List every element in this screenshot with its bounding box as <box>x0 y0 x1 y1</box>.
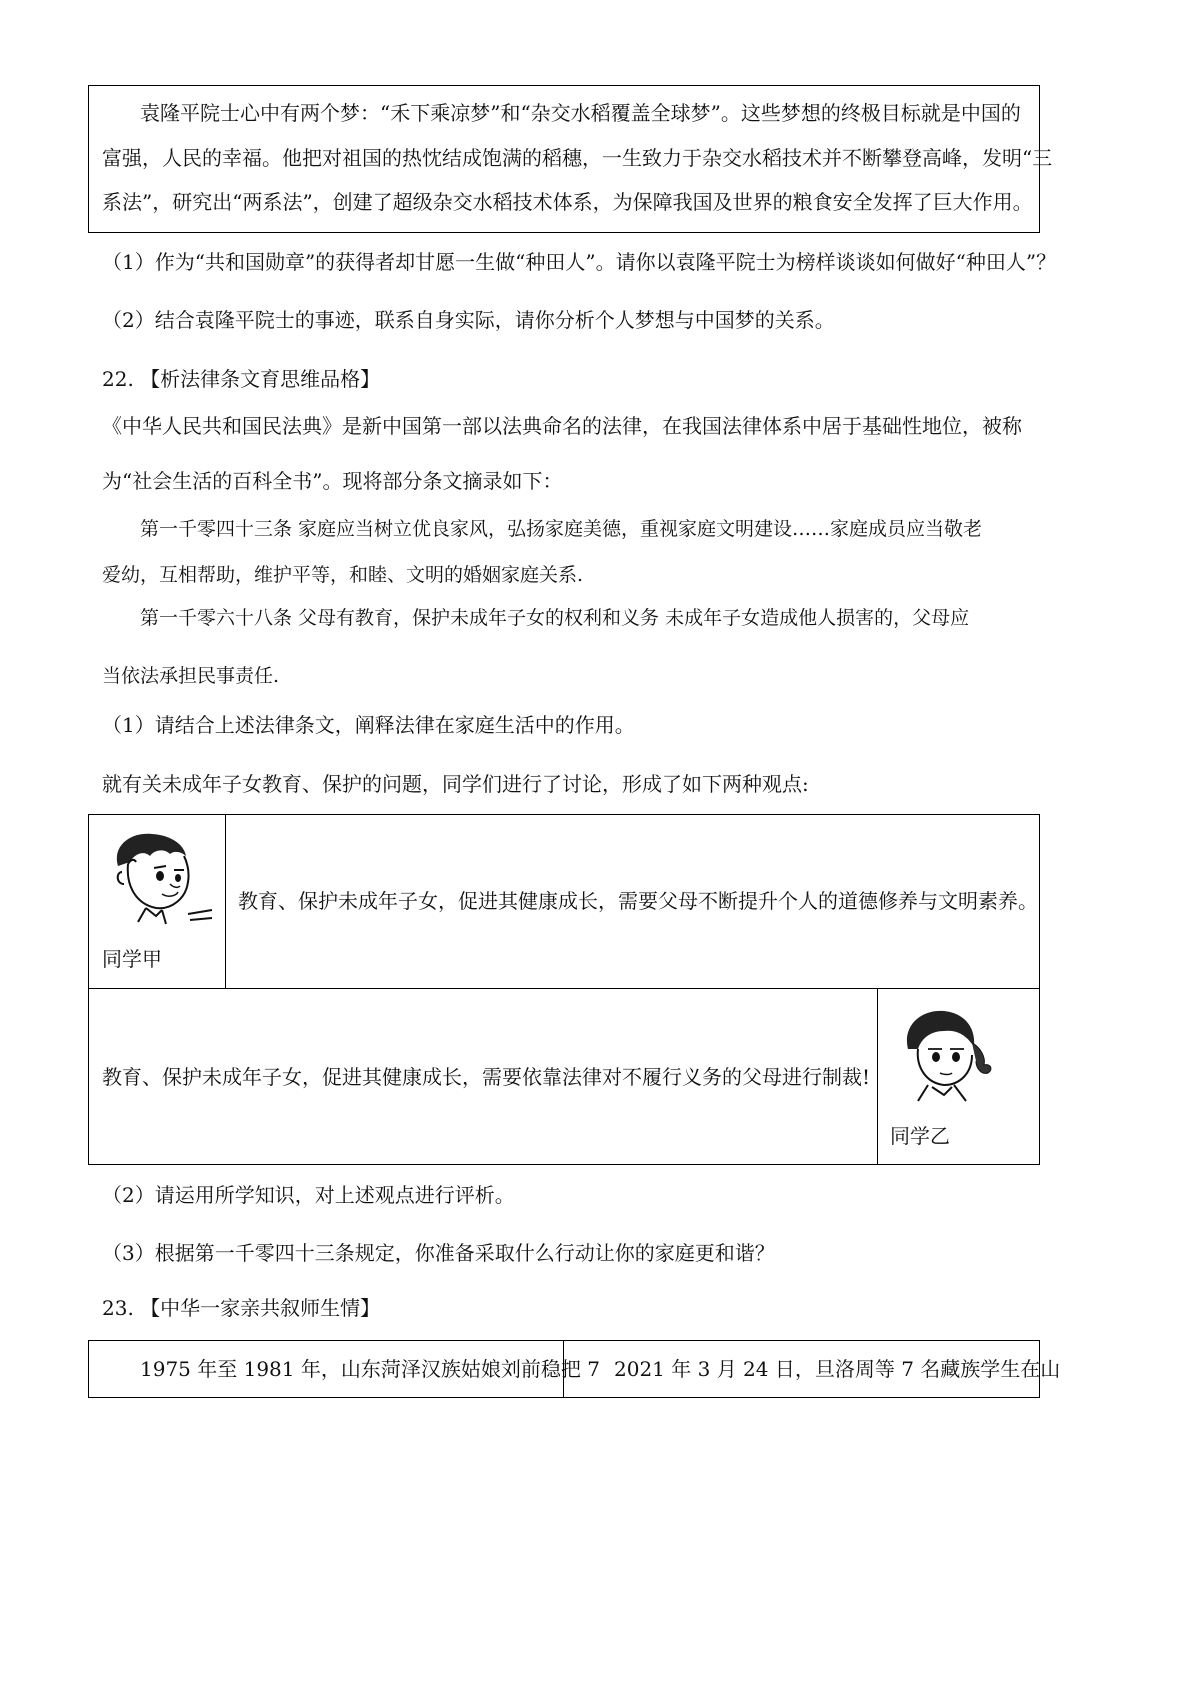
student-b-label: 同学乙 <box>890 1126 950 1148</box>
table-col-divider-b <box>877 988 878 1165</box>
q23-heading: 23. 【中华一家亲共叙师生情】 <box>102 1296 381 1320</box>
table-col-divider-a <box>225 814 226 988</box>
student-a-view: 教育、保护未成年子女，促进其健康成长，需要父母不断提升个人的道德修养与文明素养。 <box>238 889 1038 913</box>
q21-question-2: （2）结合袁隆平院士的事迹，联系自身实际，请你分析个人梦想与中国梦的关系。 <box>102 308 835 332</box>
q22-question-3: （3）根据第一千零四十三条规定，你准备采取什么行动让你的家庭更和谐？ <box>102 1241 775 1265</box>
q22-heading: 22. 【析法律条文育思维品格】 <box>102 367 381 391</box>
q22-intro-line1: 《中华人民共和国民法典》是新中国第一部以法典命名的法律，在我国法律体系中居于基础性地位，被称 <box>102 414 1022 438</box>
q23-right-cell: 2021 年 3 月 24 日，旦洛周等 7 名藏族学生在山 <box>614 1357 1061 1381</box>
q22-article1-line2: 爱幼，互相帮助，维护平等，和睦、文明的婚姻家庭关系. <box>102 564 584 586</box>
q22-intro-line2: 为“社会生活的百科全书”。现将部分条文摘录如下： <box>102 469 563 493</box>
q22-question-2: （2）请运用所学知识，对上述观点进行评析。 <box>102 1183 515 1207</box>
q22-article2-line2: 当依法承担民事责任. <box>102 665 280 687</box>
q21-material-line1: 袁隆平院士心中有两个梦：“禾下乘凉梦”和“杂交水稻覆盖全球梦”。这些梦想的终极目标就是中国的 <box>140 101 1021 125</box>
student-b-girl-illustration <box>888 1003 998 1103</box>
q22-question-1: （1）请结合上述法律条文，阐释法律在家庭生活中的作用。 <box>102 713 635 737</box>
q22-discussion-intro: 就有关未成年子女教育、保护的问题，同学们进行了讨论，形成了如下两种观点: <box>102 772 809 796</box>
q22-article1-line1: 第一千零四十三条 家庭应当树立优良家风，弘扬家庭美德，重视家庭文明建设……家庭成员应当敬老 <box>140 518 983 540</box>
q21-material-line2: 富强，人民的幸福。他把对祖国的热忱结成饱满的稻穗，一生致力于杂交水稻技术并不断攀登高峰，发明“三 <box>102 146 1053 170</box>
q23-left-cell: 1975 年至 1981 年，山东菏泽汉族姑娘刘前稳把 7 <box>140 1357 600 1381</box>
student-a-boy-illustration <box>100 826 220 926</box>
table-row-divider <box>88 988 1040 989</box>
student-a-label: 同学甲 <box>102 949 162 971</box>
q21-material-line3: 系法”，研究出“两系法”，创建了超级杂交水稻技术体系，为保障我国及世界的粮食安全发挥了巨大作用。 <box>102 190 1033 214</box>
q21-question-1: （1）作为“共和国勋章”的获得者却甘愿一生做“种田人”。请你以袁隆平院士为榜样谈谈如何做好“种田人”？ <box>102 250 1057 274</box>
q22-article2-line1: 第一千零六十八条 父母有教育，保护未成年子女的权利和义务 未成年子女造成他人损害的，父母应 <box>140 607 970 629</box>
student-b-view: 教育、保护未成年子女，促进其健康成长，需要依靠法律对不履行义务的父母进行制裁! <box>102 1065 871 1089</box>
discussion-table <box>88 814 1040 1165</box>
